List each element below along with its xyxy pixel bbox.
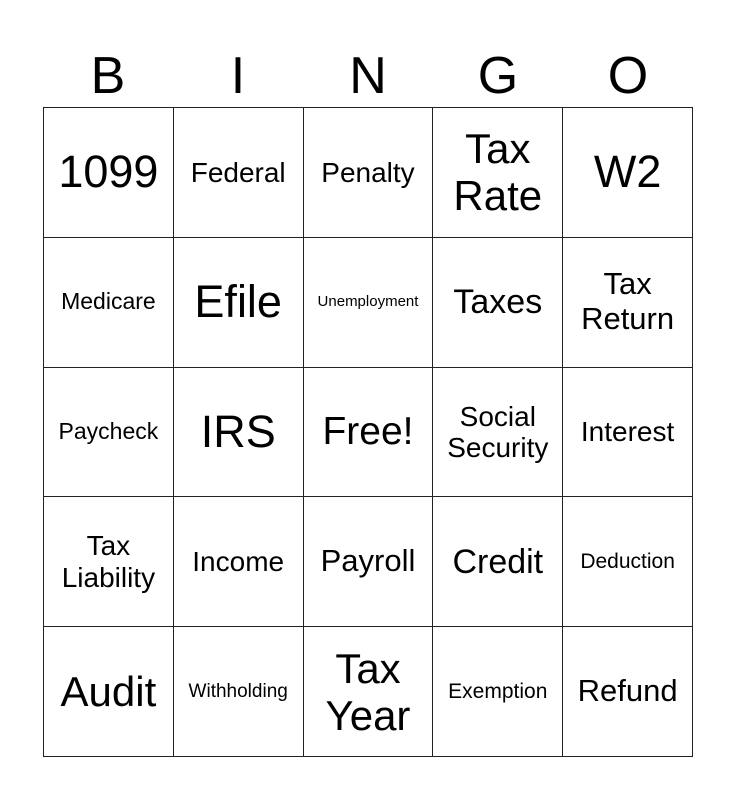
- bingo-cell-r1-c5[interactable]: W2: [563, 108, 693, 238]
- bingo-cell-r2-c4[interactable]: Taxes: [433, 238, 563, 368]
- bingo-cell-r4-c3[interactable]: Payroll: [304, 497, 434, 627]
- bingo-cell-r5-c4[interactable]: Exemption: [433, 627, 563, 757]
- bingo-cell-r5-c2[interactable]: Withholding: [174, 627, 304, 757]
- bingo-cell-r3-c4[interactable]: Social Security: [433, 368, 563, 498]
- header-letter-n: N: [349, 47, 387, 105]
- bingo-cell-r2-c5[interactable]: Tax Return: [563, 238, 693, 368]
- header-letter-b: B: [90, 47, 126, 105]
- header-letter-g: G: [477, 47, 519, 105]
- bingo-header: [43, 46, 693, 106]
- bingo-cell-r5-c3[interactable]: Tax Year: [304, 627, 434, 757]
- bingo-cell-r2-c3[interactable]: Unemployment: [304, 238, 434, 368]
- bingo-cell-r5-c1[interactable]: Audit: [44, 627, 174, 757]
- bingo-cell-r1-c1[interactable]: 1099: [44, 108, 174, 238]
- bingo-cell-r2-c2[interactable]: Efile: [174, 238, 304, 368]
- bingo-cell-r4-c5[interactable]: Deduction: [563, 497, 693, 627]
- header-letter-i: I: [230, 47, 246, 105]
- bingo-cell-r1-c3[interactable]: Penalty: [304, 108, 434, 238]
- bingo-cell-r2-c1[interactable]: Medicare: [44, 238, 174, 368]
- bingo-cell-r3-c1[interactable]: Paycheck: [44, 368, 174, 498]
- bingo-cell-r5-c5[interactable]: Refund: [563, 627, 693, 757]
- header-letter-o: O: [607, 47, 649, 105]
- bingo-cell-r4-c1[interactable]: Tax Liability: [44, 497, 174, 627]
- bingo-cell-r4-c2[interactable]: Income: [174, 497, 304, 627]
- bingo-cell-r1-c4[interactable]: Tax Rate: [433, 108, 563, 238]
- bingo-cell-r3-c2[interactable]: IRS: [174, 368, 304, 498]
- bingo-cell-r4-c4[interactable]: Credit: [433, 497, 563, 627]
- bingo-cell-r3-c3[interactable]: Free!: [304, 368, 434, 498]
- bingo-cell-r3-c5[interactable]: Interest: [563, 368, 693, 498]
- bingo-cell-r1-c2[interactable]: Federal: [174, 108, 304, 238]
- bingo-grid: [43, 107, 693, 757]
